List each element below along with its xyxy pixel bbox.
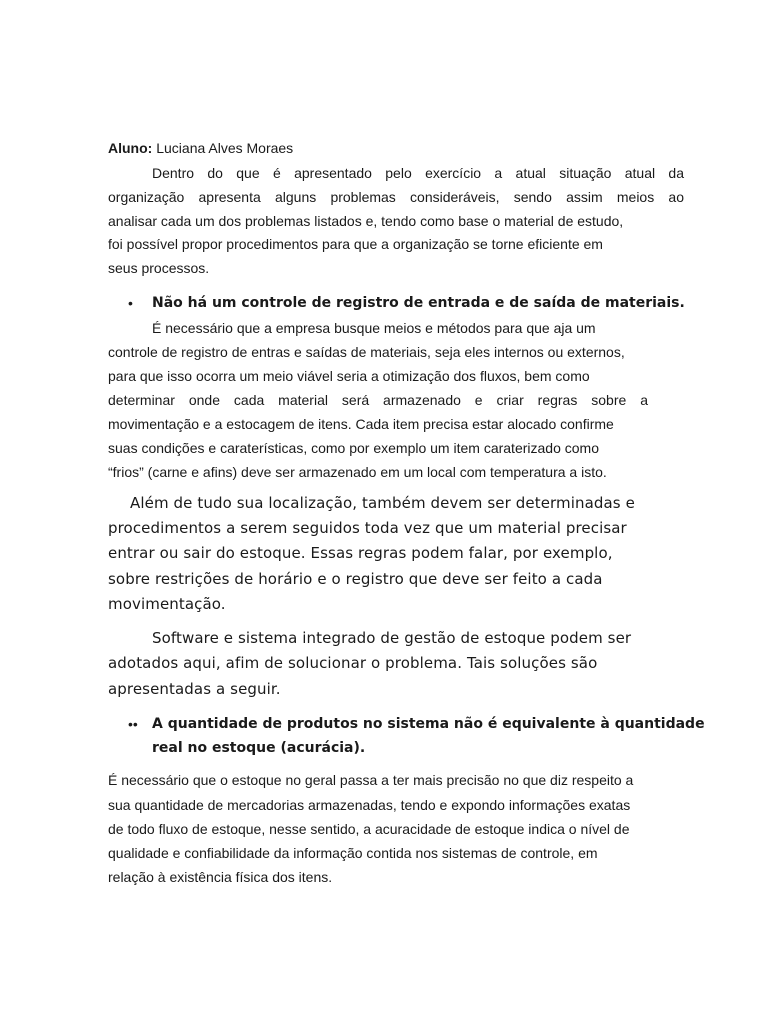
section1-heading: Não há um controle de registro de entrada e de saída de materiais. (152, 295, 685, 311)
section2-heading-line-1: A quantidade de produtos no sistema não é equivalente à quantidade (152, 716, 705, 732)
intro-line-2: organização apresenta alguns problemas consideráveis, sendo assim meios ao (108, 189, 684, 205)
p2-line-3: entrar ou sair do estoque. Essas regras podem falar, por exemplo, (108, 544, 613, 562)
s1-line-1: É necessário que a empresa busque meios e métodos para que aja um (152, 320, 596, 336)
p2-line-5: movimentação. (108, 595, 226, 613)
intro-line-5: seus processos. (108, 260, 210, 276)
s1-line-7: “frios” (carne e afins) deve ser armazenado em um local com temperatura a isto. (108, 464, 607, 480)
s2-line-1: É necessário que o estoque no geral passa a ter mais precisão no que diz respeito a (108, 772, 634, 788)
bullet-marker-1: • (128, 295, 133, 311)
s1-line-2: controle de registro de entras e saídas de materiais, seja eles internos ou externos, (108, 344, 625, 360)
bullet-marker-2: •• (128, 716, 138, 732)
s2-line-5: relação à existência física dos itens. (108, 869, 333, 885)
section2-heading-line-2: real no estoque (acurácia). (152, 740, 366, 756)
s1-line-5: movimentação e a estocagem de itens. Cada item precisa estar alocado confirme (108, 416, 614, 432)
s1-line-3: para que isso ocorra um meio viável seria a otimização dos fluxos, bem como (108, 368, 590, 384)
s1-line-4: determinar onde cada material será armazenado e criar regras sobre a (108, 392, 648, 408)
s1-line-6: suas condições e caraterísticas, como por exemplo um item caraterizado como (108, 440, 599, 456)
student-line (108, 139, 293, 157)
p3-line-1: Software e sistema integrado de gestão de estoque podem ser (152, 629, 632, 647)
p2-line-1: Além de tudo sua localização, também devem ser determinadas e (130, 494, 635, 512)
intro-line-3: analisar cada um dos problemas listados e, tendo como base o material de estudo, (108, 213, 624, 229)
student-label: Aluno: (108, 140, 153, 156)
s2-line-3: de todo fluxo de estoque, nesse sentido, a acuracidade de estoque indica o nível de (108, 821, 630, 837)
s2-line-4: qualidade e confiabilidade da informação contida nos sistemas de controle, em (108, 845, 598, 861)
s2-line-2: sua quantidade de mercadorias armazenadas, tendo e expondo informações exatas (108, 797, 631, 813)
p2-line-2: procedimentos a serem seguidos toda vez que um material precisar (108, 519, 627, 537)
intro-line-1: Dentro do que é apresentado pelo exercício a atual situação atual da (152, 165, 684, 181)
p2-line-4: sobre restrições de horário e o registro que deve ser feito a cada (108, 570, 603, 588)
student-name: Luciana Alves Moraes (156, 140, 294, 156)
p3-line-3: apresentadas a seguir. (108, 680, 281, 698)
p3-line-2: adotados aqui, afim de solucionar o problema. Tais soluções são (108, 654, 598, 672)
intro-line-4: foi possível propor procedimentos para que a organização se torne eficiente em (108, 236, 603, 252)
